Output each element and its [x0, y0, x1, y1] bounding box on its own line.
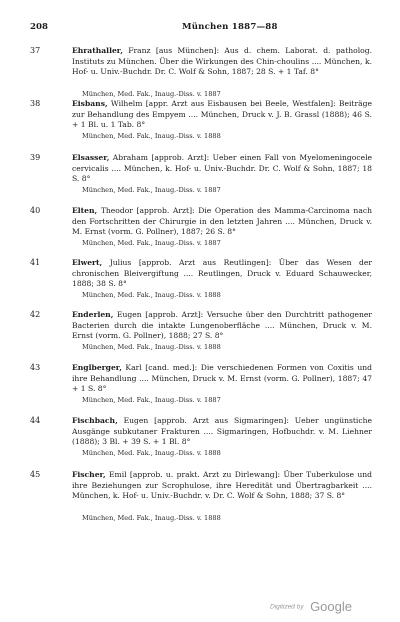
- entry-number: 42: [30, 310, 41, 319]
- entry-author: Ehrathaller,: [72, 46, 123, 55]
- entry-author: Fischbach,: [72, 416, 118, 425]
- entry-body: Julius [approb. Arzt aus Reutlingen]: Über das Wesen der chronischen Bleivergiftung .... Reutlingen, Druck v. Eduard Schauwecker, 1888; 38 S. 8°: [72, 258, 372, 289]
- entry-author: Eisbans,: [72, 99, 108, 108]
- entry-text: [72, 46, 372, 78]
- entry-note: München, Med. Fak., Inaug.-Diss. v. 1887: [82, 90, 221, 98]
- entry-body: Theodor [approb. Arzt]: Die Operation des Mamma-Carcinoma nach den Fortschritten der Chirurgie in den letzten Jahren .... München, Druck v. M. Ernst (vorm. G. Pollner), 1887; 26 S. 8°: [72, 206, 372, 237]
- entry-body: Franz [aus München]: Aus d. chem. Laborat. d. patholog. Instituts zu München. Über die Wirkungen des Chin-choulins .... München, k. Hof- u. Univ.-Buchdr. Dr. C. Wolf & Sohn, 1887; 28 S. + 1 Taf. 8°: [72, 46, 372, 77]
- entry-author: Elwert,: [72, 258, 103, 267]
- watermark-by-text: Digitized by: [270, 603, 304, 611]
- google-logo: Google: [310, 599, 352, 615]
- entry-body: Wilhelm [appr. Arzt aus Eisbausen bei Beele, Westfalen]: Beiträge zur Behandlung des Empyem .... München, Druck v. J. B. Grassl (1888); 46 S. + 1 Bl. u. 1 Tab. 8°: [72, 99, 372, 130]
- running-title: München 1887—88: [182, 22, 278, 32]
- entry-note: München, Med. Fak., Inaug.-Diss. v. 1888: [82, 514, 221, 522]
- entry-author: Elten,: [72, 206, 98, 215]
- entry-number: 45: [30, 470, 41, 479]
- entry-author: Englberger,: [72, 363, 122, 372]
- entry-author: Elsasser,: [72, 153, 110, 162]
- entry-note: München, Med. Fak., Inaug.-Diss. v. 1888: [82, 449, 221, 457]
- entry-text: [72, 310, 372, 342]
- entry-body: Abraham [approb. Arzt]: Ueber einen Fall von Myelomeningocele cervicalis .... München, k. Hof- u. Univ.-Buchdr. Dr. C. Wolf & Sohn, 1887; 18 S. 8°: [72, 153, 372, 184]
- entry-text: [72, 258, 372, 290]
- digitized-by-google-watermark: [270, 598, 352, 616]
- entry-note: München, Med. Fak., Inaug.-Diss. v. 1887: [82, 239, 221, 247]
- page-number: 208: [30, 22, 48, 32]
- entry-number: 41: [30, 258, 41, 267]
- entry-text: [72, 153, 372, 185]
- entry-body: Karl [cand. med.]: Die verschiedenen Formen von Coxitis und ihre Behandlung .... München, Druck v. M. Ernst (vorm. G. Pollner), 1887; 47 + 1 S. 8°: [72, 363, 372, 394]
- running-head: [30, 22, 366, 36]
- entry-body: Eugen [approb. Arzt]: Versuche über den Durchtritt pathogener Bacterien durch die intakte Lungenoberfläche .... München, Druck v. M. Ernst (vorm. G. Pollner), 1888; 27 S. 8°: [72, 310, 372, 341]
- entry-number: 37: [30, 46, 41, 55]
- entry-number: 44: [30, 416, 41, 425]
- entry-note: München, Med. Fak., Inaug.-Diss. v. 1887: [82, 396, 221, 404]
- entry-text: [72, 99, 372, 131]
- entry-author: Enderlen,: [72, 310, 114, 319]
- entry-text: [72, 470, 372, 502]
- entry-number: 38: [30, 99, 41, 108]
- entry-note: München, Med. Fak., Inaug.-Diss. v. 1888: [82, 343, 221, 351]
- entry-note: München, Med. Fak., Inaug.-Diss. v. 1887: [82, 186, 221, 194]
- entry-text: [72, 206, 372, 238]
- entry-note: München, Med. Fak., Inaug.-Diss. v. 1888: [82, 132, 221, 140]
- entry-text: [72, 363, 372, 395]
- entry-number: 40: [30, 206, 41, 215]
- entry-number: 39: [30, 153, 41, 162]
- entry-number: 43: [30, 363, 41, 372]
- entry-note: München, Med. Fak., Inaug.-Diss. v. 1888: [82, 291, 221, 299]
- entry-text: [72, 416, 372, 448]
- entry-body: Eugen [approb. Arzt aus Sigmaringen]: Ueber ungünstiche Ausgänge subkutaner Frakturen .... Sigmaringen, Hofbuchdr. v. M. Liehner (1888); 3 Bl. + 39 S. + 1 Bl. 8°: [72, 416, 372, 447]
- entry-author: Fischer,: [72, 470, 106, 479]
- entry-body: Emil [approb. u. prakt. Arzt zu Dirlewang]: Über Tuberkulose und ihre Beziehungen zur Scrophulose, ihre Heredität und Übertragbarkeit .... München, k. Hof- u. Univ.-Buchdr. v. Dr. C. Wolf & Sohn, 1888; 37 S. 8°: [72, 470, 372, 501]
